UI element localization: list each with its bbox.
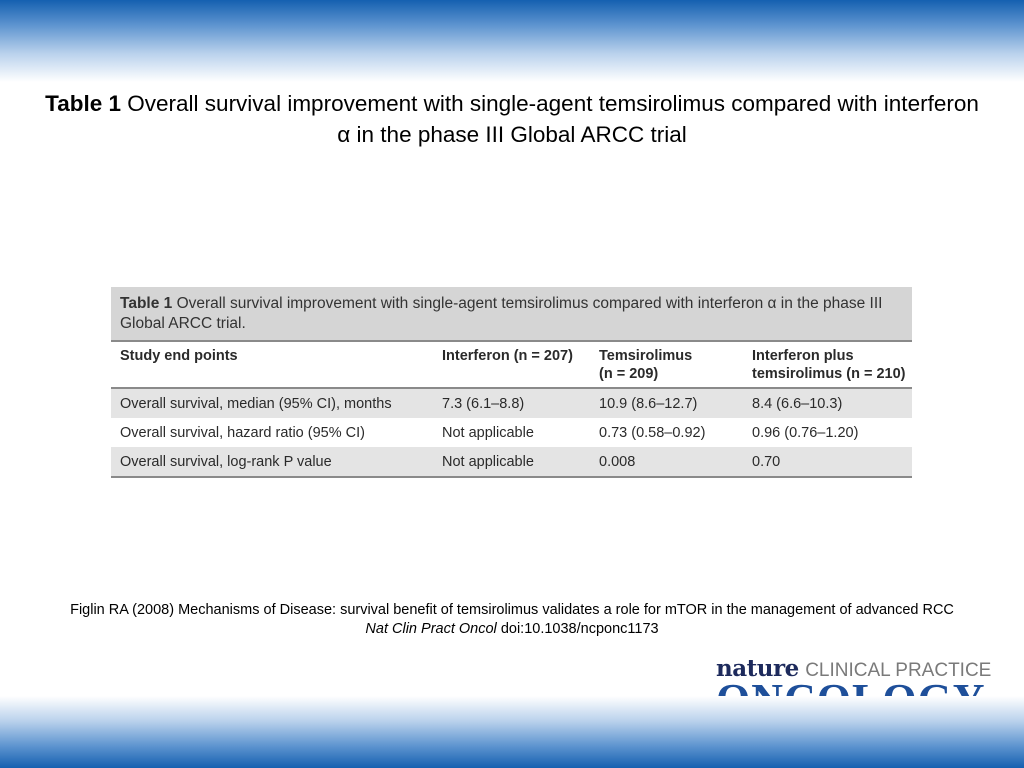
cell-temsirolimus: 10.9 (8.6–12.7) — [599, 396, 698, 412]
citation-doi: doi:10.1038/ncponc1173 — [500, 621, 659, 637]
citation — [60, 601, 964, 639]
logo-clinical-practice: CLINICAL PRACTICE — [805, 660, 992, 681]
cell-end-point: Overall survival, median (95% CI), months — [120, 396, 392, 412]
bottom-gradient-band — [0, 696, 1024, 768]
table-caption — [111, 287, 912, 340]
table-row — [111, 447, 912, 478]
slide-title — [40, 88, 984, 150]
cell-combination: 0.70 — [752, 454, 781, 470]
cell-interferon: Not applicable — [442, 425, 534, 441]
header-study-end-points: Study end points — [120, 348, 238, 364]
table-row — [111, 389, 912, 418]
citation-journal-line — [60, 620, 964, 639]
slide-title-label: Table 1 — [45, 91, 122, 116]
table-header-row — [111, 340, 912, 389]
cell-interferon: 7.3 (6.1–8.8) — [442, 396, 525, 412]
cell-combination: 8.4 (6.6–10.3) — [752, 396, 843, 412]
cell-end-point: Overall survival, hazard ratio (95% CI) — [120, 425, 365, 441]
slide-title-text: Overall survival improvement with single-agent temsirolimus compared with interferon α in the phase III Global ARCC trial — [127, 91, 979, 147]
header-temsirolimus: Temsirolimus (n = 209) — [599, 348, 693, 382]
cell-temsirolimus: 0.73 (0.58–0.92) — [599, 425, 706, 441]
citation-journal: Nat Clin Pract Oncol — [365, 621, 497, 637]
cell-interferon: Not applicable — [442, 454, 534, 470]
logo-nature-wordmark: nature — [716, 655, 799, 682]
header-interferon: Interferon (n = 207) — [442, 348, 573, 364]
top-gradient-band — [0, 0, 1024, 82]
table-caption-text: Overall survival improvement with single-agent temsirolimus compared with interferon α in the phase III Global ARCC trial. — [120, 295, 883, 332]
citation-reference: Figlin RA (2008) Mechanisms of Disease: survival benefit of temsirolimus validates a role for mTOR in the management of advanced RCC — [70, 602, 954, 618]
table-row — [111, 418, 912, 447]
cell-combination: 0.96 (0.76–1.20) — [752, 425, 859, 441]
header-combination: Interferon plus temsirolimus (n = 210) — [752, 348, 906, 382]
cell-end-point: Overall survival, log-rank P value — [120, 454, 332, 470]
results-table — [111, 287, 912, 478]
table-caption-label: Table 1 — [120, 295, 173, 312]
cell-temsirolimus: 0.008 — [599, 454, 636, 470]
